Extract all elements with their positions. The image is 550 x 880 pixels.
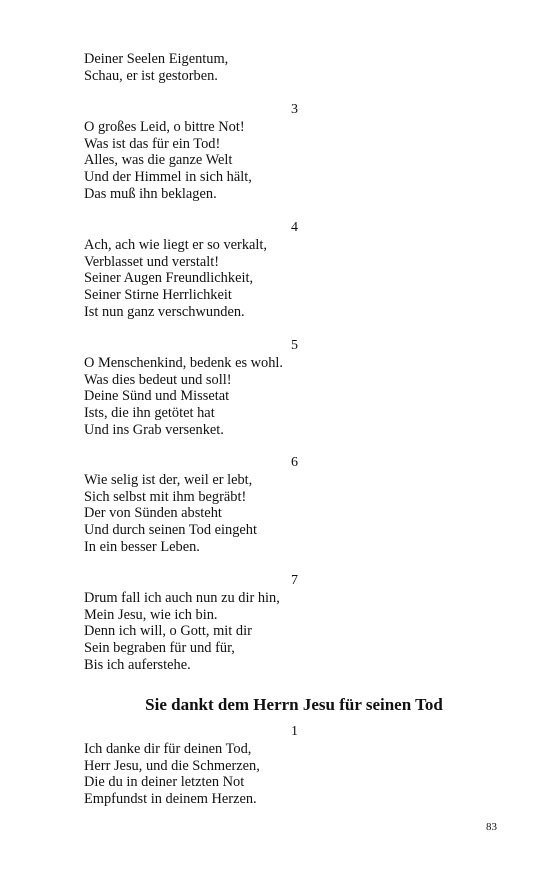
verse-line: Schau, er ist gestorben. [84,67,218,84]
verse-line: Was ist das für ein Tod! [84,135,221,152]
verse-line: Das muß ihn beklagen. [84,185,217,202]
stanza-4 [84,220,304,321]
verse-line: Herr Jesu, und die Schmerzen, [84,757,260,774]
stanza-3 [84,102,304,203]
stanza-7 [84,573,304,674]
stanza-number: 4 [291,220,298,235]
verse-line: Wie selig ist der, weil er lebt, [84,471,253,488]
verse-line: Die du in deiner letzten Not [84,774,245,791]
verse-line: In ein besser Leben. [84,538,200,555]
stanza-6 [84,455,304,556]
section-stanza-1 [84,724,304,808]
verse-line: Ist nun ganz verschwunden. [84,303,245,320]
verse-line: Sich selbst mit ihm begräbt! [84,488,247,505]
verse-line: Und ins Grab versenket. [84,421,224,438]
verse-line: Seiner Augen Freundlichkeit, [84,270,254,287]
stanza-number: 3 [291,102,298,117]
verse-line: Der von Sünden absteht [84,505,222,522]
verse-line: Ach, ach wie liegt er so verkalt, [84,236,268,253]
verse-line: Deine Sünd und Missetat [84,388,230,405]
stanza-number: 5 [291,338,298,353]
verse-line: Bis ich auferstehe. [84,656,191,673]
section-heading: Sie dankt dem Herrn Jesu für seinen Tod [145,695,443,714]
stanza-number: 6 [291,455,298,470]
verse-line: Verblasset und verstalt! [84,253,220,270]
verse-line: Ich danke dir für deinen Tod, [84,740,252,757]
verse-line: Deiner Seelen Eigentum, [84,51,229,67]
verse-line: Alles, was die ganze Welt [84,152,233,169]
verse-line: Drum fall ich auch nun zu dir hin, [84,589,280,606]
page-number: 83 [486,821,497,833]
verse-line: Und durch seinen Tod eingeht [84,522,257,539]
stanza-continuation [84,51,228,85]
stanza-5 [84,338,304,439]
verse-line: Was dies bedeut und soll! [84,371,232,388]
verse-line: Und der Himmel in sich hält, [84,169,252,186]
verse-line: O Menschenkind, bedenk es wohl. [84,354,284,371]
stanza-number: 7 [291,573,298,588]
stanza-number: 1 [291,724,298,739]
verse-line: Seiner Stirne Herrlichkeit [84,287,232,304]
verse-line: Sein begraben für und für, [84,640,235,657]
verse-line: Ists, die ihn getötet hat [84,405,215,422]
verse-line: O großes Leid, o bittre Not! [84,118,245,135]
verse-line: Empfundst in deinem Herzen. [84,791,257,808]
verse-line: Denn ich will, o Gott, mit dir [84,623,252,640]
verse-line: Mein Jesu, wie ich bin. [84,606,218,623]
